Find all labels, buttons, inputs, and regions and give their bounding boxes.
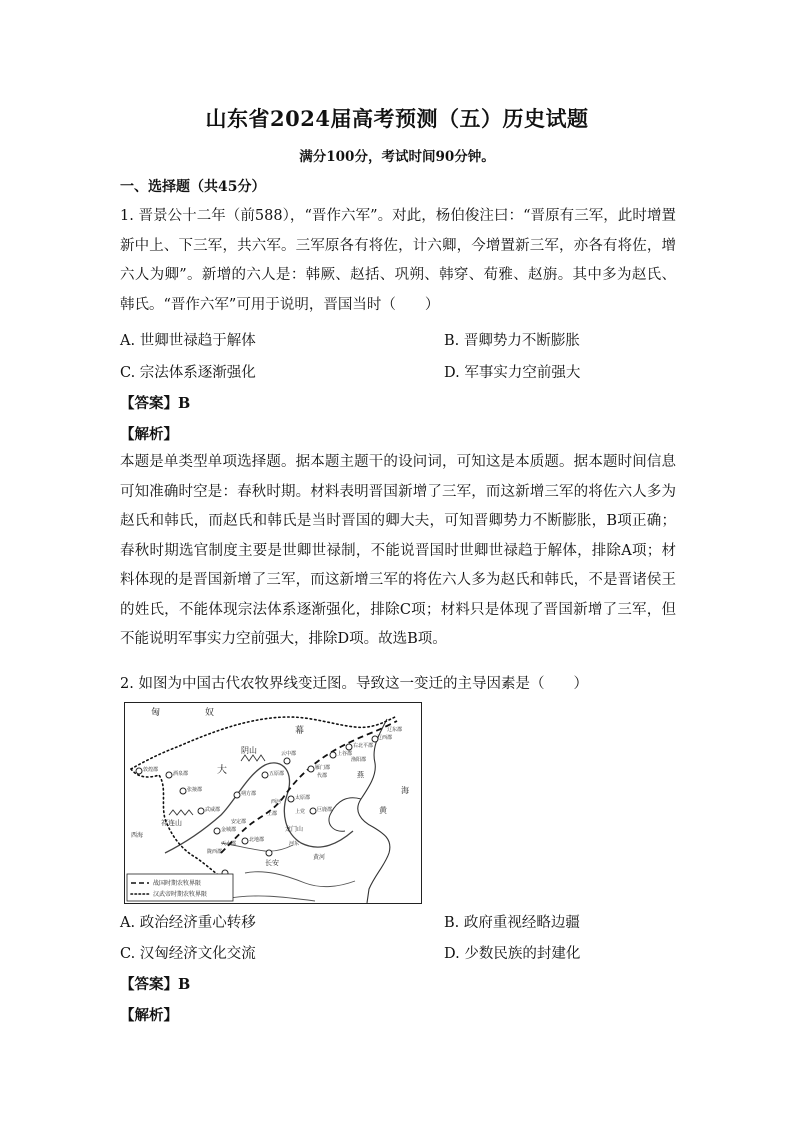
map-label-changan: 长安 bbox=[265, 859, 279, 867]
map-svg bbox=[125, 703, 421, 903]
map-label-longmen: 龙门山 bbox=[285, 826, 304, 833]
map-label-xihe: 西河 bbox=[271, 799, 282, 805]
qilian-range bbox=[169, 810, 193, 815]
map-label-youbeiping: 右北平郡 bbox=[353, 743, 374, 749]
q1-option-a: A. 世卿世禄趋于解体 bbox=[120, 333, 256, 349]
city-markers bbox=[136, 736, 378, 876]
map-label-shanggu: 上谷郡 bbox=[337, 751, 353, 757]
page-title: 山东省2024届高考预测（五）历史试题 bbox=[205, 106, 589, 131]
map-label-taiyuan: 太原郡 bbox=[295, 795, 311, 801]
q2-analysis-label: 【解析】 bbox=[120, 1007, 178, 1024]
map-label-beidi: 北地郡 bbox=[249, 837, 265, 843]
map-label-xiongnu-2: 奴 bbox=[205, 708, 215, 718]
map-label-jiuquan: 酒泉郡 bbox=[173, 771, 189, 777]
map-label-shuofang: 朔方郡 bbox=[241, 791, 257, 797]
map-label-da: 大 bbox=[217, 765, 227, 776]
map-label-wuwei: 武威郡 bbox=[205, 807, 221, 813]
map-label-yuyang: 渔阳郡 bbox=[351, 757, 367, 763]
map-label-huang: 黄 bbox=[379, 806, 387, 815]
map-label-yanmen: 雁门郡 bbox=[315, 765, 331, 771]
page-subtitle: 满分100分，考试时间90分钟。 bbox=[299, 149, 495, 165]
map-label-wuyuan: 五原郡 bbox=[269, 771, 285, 777]
map-label-dunhuang: 敦煌郡 bbox=[143, 767, 159, 773]
map-label-hedong: 河东 bbox=[289, 841, 300, 847]
q2-option-b: B. 政府重视经略边疆 bbox=[444, 915, 580, 931]
question-2-stem: 2. 如图为中国古代农牧界线变迁图。导致这一变迁的主导因素是（ ） bbox=[120, 676, 588, 692]
warring-states-boundary bbox=[221, 721, 397, 853]
map-label-yan: 燕 bbox=[357, 771, 364, 779]
legend-warring-states: 战国时期农牧界限 bbox=[153, 880, 202, 887]
map-label-yinshan: 阴山 bbox=[241, 746, 257, 755]
map-label-shangjun: 上郡 bbox=[267, 811, 278, 817]
section-heading: 一、选择题（共45分） bbox=[120, 179, 266, 195]
map-label-longxi: 陇西郡 bbox=[207, 849, 223, 855]
map-label-hai: 海 bbox=[401, 786, 409, 795]
question-1-stem: 1. 晋景公十二年（前588），“晋作六军”。对此，杨伯俊注曰：“晋原有三军，此时增置新中上、下三军，共六军。三军原各有将佐，计六卿，今增置新三军，亦各有将佐，增六人为卿”。新增的六人是：韩厥、赵括、巩朔、韩穿、荀雅、赵旃。其中多为赵氏、韩氏。“晋作六军”可用于说明，晋国当时（ ） bbox=[120, 208, 676, 313]
q1-option-b: B. 晋卿势力不断膨胀 bbox=[444, 333, 580, 349]
map-label-jincheng: 金城郡 bbox=[221, 827, 237, 833]
q1-option-d: D. 军事实力空前强大 bbox=[444, 365, 581, 381]
map-label-mu: 幕 bbox=[295, 726, 305, 736]
map-label-liaodong: 辽东郡 bbox=[387, 727, 403, 733]
q1-analysis: 本题是单类型单项选择题。据本题主题干的设问词，可知这是本质题。据本题时间信息可知准确时空是：春秋时期。材料表明晋国新增了三军，而这新增三军的将佐六人多为赵氏和韩氏，而赵氏和韩氏是当时晋国的卿大夫，可知晋卿势力不断膨胀，B项正确；春秋时期选官制度主要是世卿世禄制，不能说晋国时世卿世禄趋于解体，排除A项；材料体现的是晋国新增了三军，而这新增三军的将佐六人多为赵氏和韩氏，不是晋诸侯王的姓氏，不能体现宗法体系逐渐强化，排除C项；材料只是体现了晋国新增了三军，但不能说明军事实力空前强大，排除D项。故选B项。 bbox=[120, 454, 676, 647]
map-label-yunzhong: 云中郡 bbox=[281, 751, 297, 757]
map-label-julu: 巨鹿郡 bbox=[317, 807, 333, 813]
bohai-coast bbox=[329, 798, 361, 831]
map-label-tianshui: 天水郡 bbox=[221, 841, 237, 847]
q1-answer: 【答案】B bbox=[120, 395, 191, 412]
q1-option-c: C. 宗法体系逐渐强化 bbox=[120, 365, 256, 381]
map-label-anding: 安定郡 bbox=[231, 819, 247, 825]
map-label-yellow-river: 黄河 bbox=[313, 854, 326, 861]
legend-han-wudi: 汉武帝时期农牧界限 bbox=[153, 891, 208, 898]
han-river bbox=[245, 872, 355, 887]
map-label-liaoxi: 辽西郡 bbox=[377, 735, 393, 741]
map-label-shangdang: 上党 bbox=[295, 809, 306, 815]
q2-option-a: A. 政治经济重心转移 bbox=[120, 915, 256, 931]
q1-analysis-label: 【解析】 bbox=[120, 426, 178, 443]
farming-pastoral-boundary-map bbox=[124, 702, 422, 904]
q2-answer: 【答案】B bbox=[120, 976, 191, 993]
q2-option-d: D. 少数民族的封建化 bbox=[444, 946, 581, 962]
yangtze bbox=[225, 896, 315, 901]
map-label-xiongnu-1: 匈 bbox=[151, 708, 161, 718]
map-label-dai: 代郡 bbox=[317, 773, 328, 779]
map-label-zhangye: 张掖郡 bbox=[187, 787, 203, 793]
map-label-qilian: 祁连山 bbox=[161, 819, 182, 827]
yinshan-range bbox=[241, 755, 265, 761]
map-label-xihai: 西海 bbox=[131, 832, 144, 839]
q2-option-c: C. 汉匈经济文化交流 bbox=[120, 946, 256, 962]
